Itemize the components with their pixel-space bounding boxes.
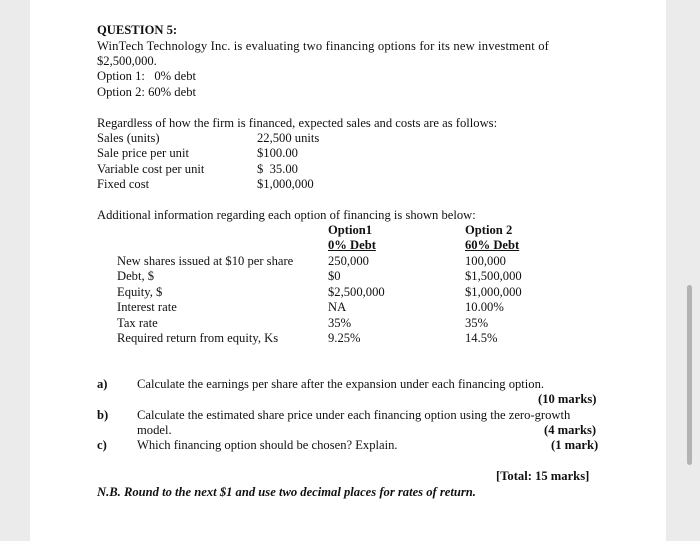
part-b-text: Calculate the estimated share price under each financing option using the zero-growth <box>137 408 571 422</box>
part-a-letter: a) <box>97 377 108 391</box>
table-row-opt2: 35% <box>465 316 489 330</box>
question-intro-line1: WinTech Technology Inc. is evaluating two financing options for its new investment of <box>97 39 549 53</box>
expected-heading: Regardless of how the firm is financed, expected sales and costs are as follows: <box>97 116 498 130</box>
table-row-opt2: 10.00% <box>465 300 504 314</box>
part-a-marks: (10 marks) <box>538 392 597 406</box>
vertical-scrollbar[interactable] <box>687 285 692 465</box>
col2-subtitle: 60% Debt <box>465 238 520 252</box>
table-row-opt1: 35% <box>328 316 352 330</box>
table-row-label: Equity, $ <box>117 285 163 299</box>
col2-title: Option 2 <box>465 223 513 237</box>
part-a-text: Calculate the earnings per share after the expansion under each financing option. <box>137 377 545 391</box>
expected-value-variable-cost: $ 35.00 <box>257 162 298 176</box>
part-b-text-line2: model. <box>137 423 172 437</box>
expected-label-price: Sale price per unit <box>97 146 189 160</box>
table-row-opt1: $0 <box>328 269 341 283</box>
option2-description: Option 2: 60% debt <box>97 85 196 99</box>
table-row-label: Debt, $ <box>117 269 155 283</box>
table-row-opt1: 9.25% <box>328 331 361 345</box>
col1-subtitle: 0% Debt <box>328 238 376 252</box>
table-row-label: Required return from equity, Ks <box>117 331 279 345</box>
question-intro-line2: $2,500,000. <box>97 54 157 68</box>
table-row-opt2: $1,000,000 <box>465 285 522 299</box>
table-row-opt2: 100,000 <box>465 254 506 268</box>
option1-description: Option 1: 0% debt <box>97 69 196 83</box>
expected-value-fixed-cost: $1,000,000 <box>257 177 314 191</box>
part-c-letter: c) <box>97 438 107 452</box>
additional-heading: Additional information regarding each option of financing is shown below: <box>97 208 476 222</box>
table-row-opt1: NA <box>328 300 347 314</box>
col1-title: Option1 <box>328 223 373 237</box>
part-c-marks: (1 mark) <box>551 438 599 452</box>
expected-value-price: $100.00 <box>257 146 298 160</box>
expected-value-sales: 22,500 units <box>257 131 320 145</box>
table-row-label: New shares issued at $10 per share <box>117 254 294 268</box>
expected-label-sales: Sales (units) <box>97 131 160 145</box>
table-row-opt1: $2,500,000 <box>328 285 385 299</box>
question-title: QUESTION 5: <box>97 23 178 37</box>
table-row-label: Tax rate <box>117 316 158 330</box>
table-row-opt2: 14.5% <box>465 331 498 345</box>
table-row-opt1: 250,000 <box>328 254 369 268</box>
expected-label-fixed-cost: Fixed cost <box>97 177 150 191</box>
table-row-opt2: $1,500,000 <box>465 269 522 283</box>
part-c-text: Which financing option should be chosen? Explain. <box>137 438 398 452</box>
expected-label-variable-cost: Variable cost per unit <box>97 162 205 176</box>
total-marks: [Total: 15 marks] <box>496 469 590 483</box>
part-b-marks: (4 marks) <box>544 423 597 437</box>
part-b-letter: b) <box>97 408 109 422</box>
rounding-note: N.B. Round to the next $1 and use two decimal places for rates of return. <box>97 485 476 499</box>
table-row-label: Interest rate <box>117 300 177 314</box>
